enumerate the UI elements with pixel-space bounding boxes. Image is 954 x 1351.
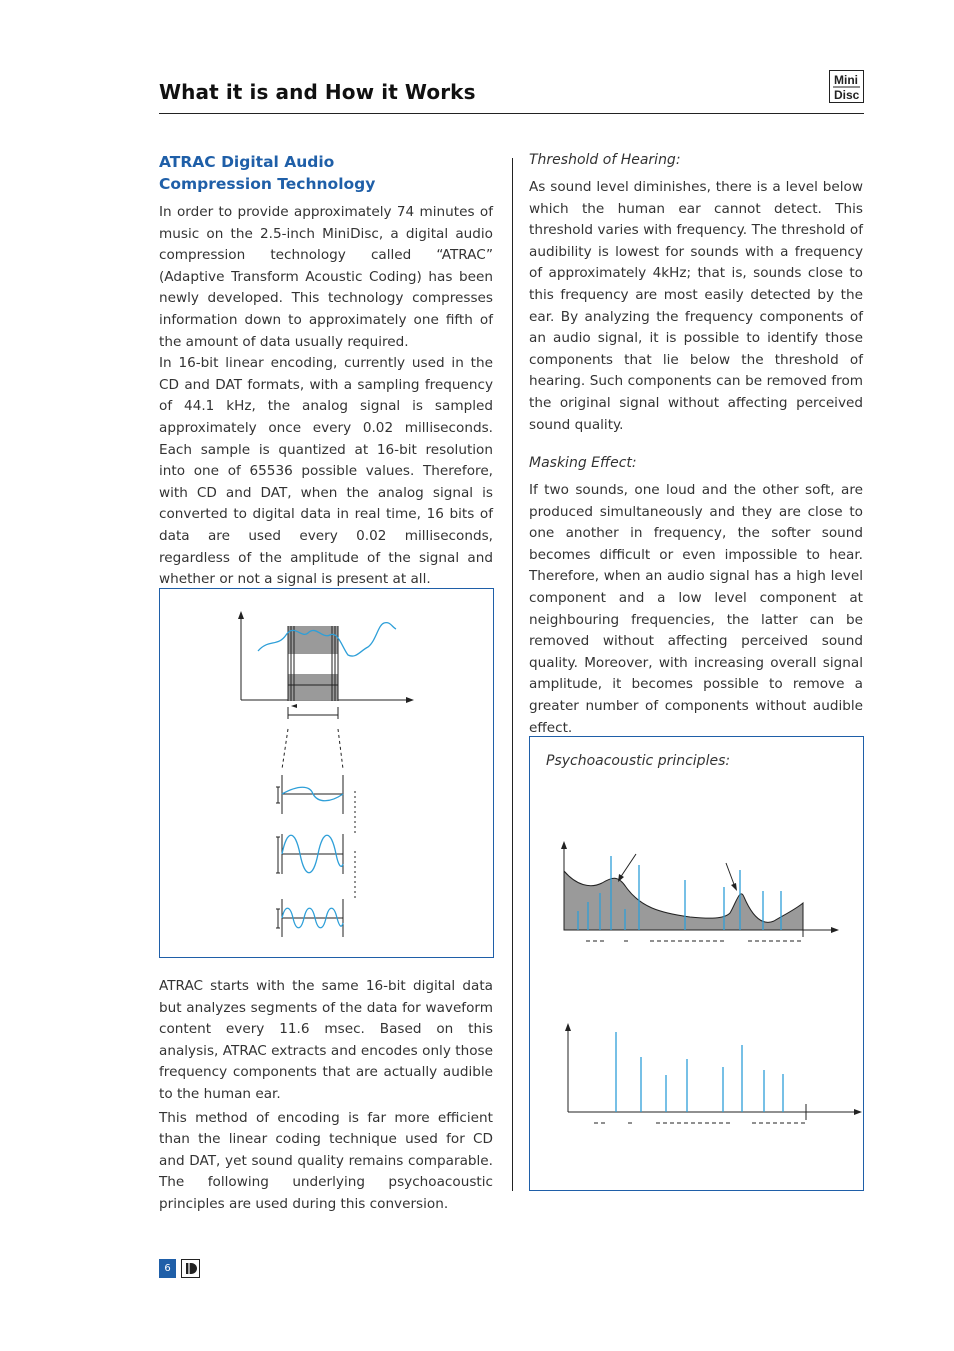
minidisc-logo-icon (829, 70, 864, 103)
psychoacoustic-figure (529, 736, 864, 1191)
svg-text:Disc: Disc (834, 88, 860, 102)
threshold-heading: Threshold of Hearing: (529, 152, 681, 168)
left-body-bottom (159, 976, 493, 1216)
minidisc-page-icon (181, 1259, 200, 1278)
atrac-sampling-figure (159, 588, 494, 958)
page-number: 6 (159, 1259, 176, 1278)
paragraph-linear-encoding: In 16-bit linear encoding, currently used in the CD and DAT formats, with a sampling frequency of 44.1 kHz, the analog signal is sampled approximately once every 0.02 milliseconds. Each sample is quantized at 16-bit resolution into one of 65536 possible values. Therefore, with CD and DAT, when the analog signal is converted to digital data in real time, 16 bits of data are used every 0.02 milliseconds, regardless of the amplitude of the signal and whether or not a signal is present at all. (159, 355, 493, 588)
figure-caption: Psychoacoustic principles: (546, 753, 731, 769)
section-heading: ATRAC Digital Audio Compression Technology (159, 153, 376, 193)
paragraph-atrac-analysis: ATRAC starts with the same 16-bit digital data but analyzes segments of the data for waveform content every 11.6 msec. Based on this analysis, ATRAC extracts and encodes only those frequency components that are actually audible to the human ear. (159, 978, 493, 1102)
paragraph-efficiency: This method of encoding is far more efficient than the linear coding technique used for CD and DAT, yet sound quality remains comparable. The following underlying psychoacoustic principles are used during this conversion. (159, 1109, 493, 1212)
paragraph-intro: In order to provide approximately 74 minutes of music on the 2.5-inch MiniDisc, a digital audio compression technology called “ATRAC” (Adaptive Transform Acoustic Coding) has been newly developed. This technology compresses information down to approximately one fifth of the amount of data usually required. (159, 204, 493, 350)
header-rule (159, 113, 864, 114)
masking-text: If two sounds, one loud and the other soft, are produced simultaneously and they are close to one another in frequency, the softer sound becomes difficult or even impossible to hear. Therefore, when an audio signal has a high level component and a low level component at neighbouring frequencies, the latter can be removed without affecting perceived sound quality. Moreover, with increasing overall signal amplitude, it becomes possible to remove a greater number of components without audible effect. (529, 482, 863, 736)
column-divider (512, 158, 513, 1191)
svg-text:Mini: Mini (834, 73, 858, 87)
masking-heading: Masking Effect: (529, 455, 637, 471)
threshold-text: As sound level diminishes, there is a level below which the human ear cannot detect. This threshold varies with frequency. The threshold of audibility is lowest for sounds with a frequency of approximately 4kHz; that is, sounds close to this frequency are most easily detected by the ear. By analyzing the frequency components of an audio signal, it is possible to identify those components that lie below the threshold of hearing. Such components can be removed from the original signal without affecting perceived sound quality. (529, 179, 863, 433)
left-body-top (159, 202, 493, 591)
page-title: What it is and How it Works (159, 80, 476, 104)
